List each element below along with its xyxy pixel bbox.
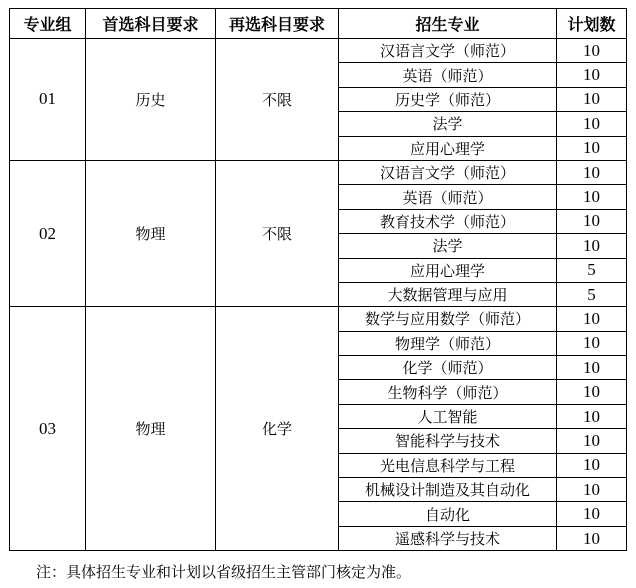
major-name-cell: 遥感科学与技术 xyxy=(339,526,557,550)
plan-count-cell: 10 xyxy=(557,63,627,87)
footnote: 注：具体招生专业和计划以省级招生主管部门核定为准。 xyxy=(36,563,412,581)
plan-count-cell: 10 xyxy=(557,429,627,453)
group-id-cell: 02 xyxy=(10,160,86,306)
first-choice-cell: 历史 xyxy=(86,39,216,161)
major-name-cell: 英语（师范） xyxy=(339,63,557,87)
plan-count-cell: 10 xyxy=(557,307,627,331)
table-row xyxy=(10,39,627,63)
second-choice-cell: 不限 xyxy=(216,39,339,161)
admission-plan-table-container xyxy=(9,8,626,551)
plan-count-cell: 10 xyxy=(557,39,627,63)
major-name-cell: 英语（师范） xyxy=(339,185,557,209)
first-choice-cell: 物理 xyxy=(86,307,216,551)
plan-count-cell: 10 xyxy=(557,502,627,526)
plan-count-cell: 10 xyxy=(557,453,627,477)
plan-count-cell: 10 xyxy=(557,112,627,136)
header-first-choice: 首选科目要求 xyxy=(86,9,216,39)
plan-count-cell: 10 xyxy=(557,234,627,258)
major-name-cell: 生物科学（师范） xyxy=(339,380,557,404)
major-name-cell: 大数据管理与应用 xyxy=(339,282,557,306)
major-name-cell: 人工智能 xyxy=(339,404,557,428)
header-major: 招生专业 xyxy=(339,9,557,39)
plan-count-cell: 5 xyxy=(557,282,627,306)
major-name-cell: 汉语言文学（师范） xyxy=(339,39,557,63)
plan-count-cell: 10 xyxy=(557,404,627,428)
major-name-cell: 光电信息科学与工程 xyxy=(339,453,557,477)
header-plan: 计划数 xyxy=(557,9,627,39)
plan-count-cell: 10 xyxy=(557,185,627,209)
major-name-cell: 应用心理学 xyxy=(339,258,557,282)
second-choice-cell: 不限 xyxy=(216,160,339,306)
plan-count-cell: 10 xyxy=(557,160,627,184)
major-name-cell: 法学 xyxy=(339,234,557,258)
major-name-cell: 数学与应用数学（师范） xyxy=(339,307,557,331)
group-id-cell: 03 xyxy=(10,307,86,551)
admission-plan-table xyxy=(9,8,627,551)
group-id-cell: 01 xyxy=(10,39,86,161)
plan-count-cell: 10 xyxy=(557,478,627,502)
table-row xyxy=(10,307,627,331)
second-choice-cell: 化学 xyxy=(216,307,339,551)
plan-count-cell: 5 xyxy=(557,258,627,282)
plan-count-cell: 10 xyxy=(557,526,627,550)
header-second-choice: 再选科目要求 xyxy=(216,9,339,39)
first-choice-cell: 物理 xyxy=(86,160,216,306)
major-name-cell: 机械设计制造及其自动化 xyxy=(339,478,557,502)
header-row xyxy=(10,9,627,39)
plan-count-cell: 10 xyxy=(557,87,627,111)
header-group: 专业组 xyxy=(10,9,86,39)
major-name-cell: 物理学（师范） xyxy=(339,331,557,355)
major-name-cell: 化学（师范） xyxy=(339,356,557,380)
major-name-cell: 历史学（师范） xyxy=(339,87,557,111)
plan-count-cell: 10 xyxy=(557,136,627,160)
plan-count-cell: 10 xyxy=(557,331,627,355)
plan-count-cell: 10 xyxy=(557,209,627,233)
major-name-cell: 汉语言文学（师范） xyxy=(339,160,557,184)
major-name-cell: 智能科学与技术 xyxy=(339,429,557,453)
major-name-cell: 自动化 xyxy=(339,502,557,526)
plan-count-cell: 10 xyxy=(557,380,627,404)
major-name-cell: 应用心理学 xyxy=(339,136,557,160)
table-row xyxy=(10,160,627,184)
table-body xyxy=(10,39,627,551)
major-name-cell: 法学 xyxy=(339,112,557,136)
plan-count-cell: 10 xyxy=(557,356,627,380)
major-name-cell: 教育技术学（师范） xyxy=(339,209,557,233)
